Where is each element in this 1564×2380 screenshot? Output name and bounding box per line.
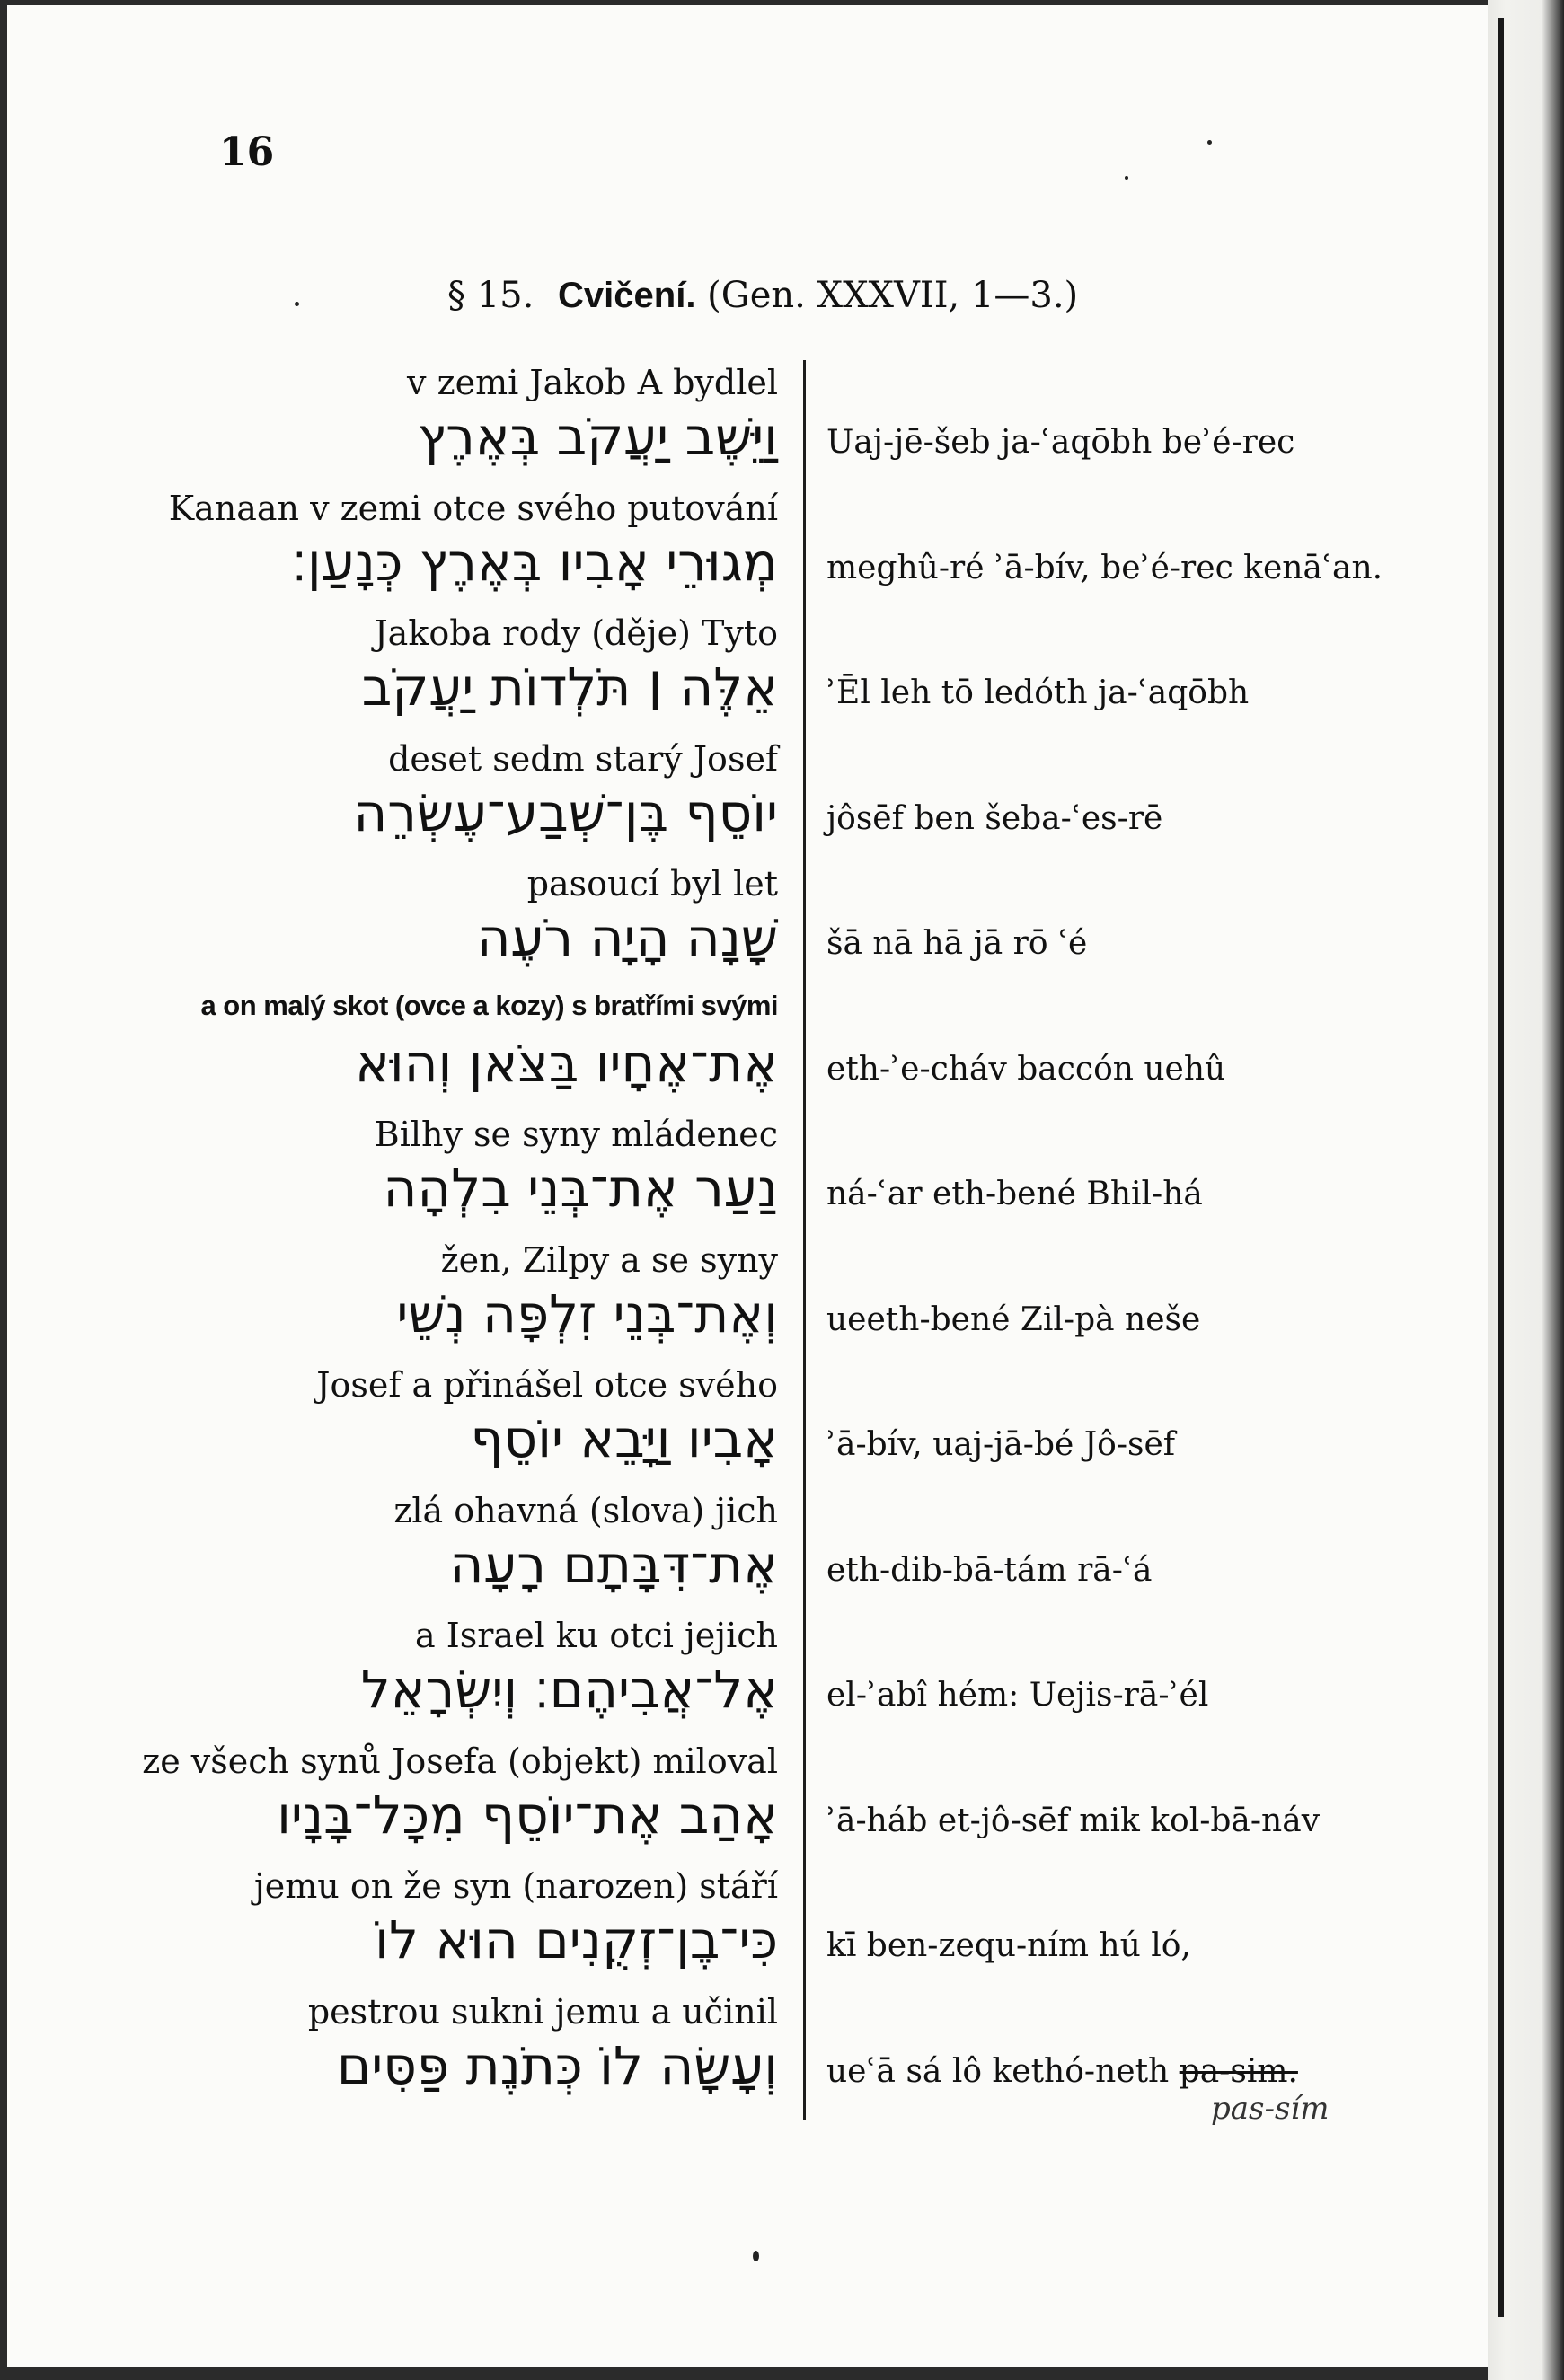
hebrew-text: שָׁנָה הָיָה רֹעֶה bbox=[476, 907, 778, 968]
text-line bbox=[7, 613, 1488, 739]
hebrew-text: וַיֵּשֶׁב יַעֲקֹב בְּאֶרֶץ bbox=[417, 406, 778, 467]
transliteration-text: ueʿā sá lô kethó-neth bbox=[826, 2052, 1170, 2090]
transliteration-text: eth-ʾe-cháv baccón uehû bbox=[826, 1050, 1226, 1088]
text-line bbox=[7, 1616, 1488, 1741]
transliteration bbox=[826, 1301, 1200, 1338]
struck-text: pa-sim. bbox=[1179, 2052, 1298, 2090]
czech-gloss: v zemi Jakob A bydlel bbox=[407, 363, 778, 402]
czech-gloss: ze všech synů Josefa (objekt) miloval bbox=[142, 1741, 778, 1781]
section-title: Cvičení. bbox=[558, 276, 696, 315]
binding-line bbox=[1498, 18, 1504, 2317]
transliteration-text: šā nā hā jā rō ʿé bbox=[826, 925, 1088, 962]
transliteration-text: ʾĒl leh tō ledóth ja-ʿaqōbh bbox=[826, 674, 1250, 711]
text-line bbox=[7, 1866, 1488, 1992]
handwritten-note: pas-sím bbox=[1211, 2091, 1330, 2127]
text-line bbox=[7, 1741, 1488, 1867]
transliteration bbox=[826, 1426, 1175, 1463]
section-number: § 15. bbox=[447, 275, 535, 316]
transliteration-text: kī ben-zequ-ním hú ló, bbox=[826, 1927, 1191, 1964]
czech-gloss: a Israel ku otci jejich bbox=[415, 1616, 778, 1655]
transliteration bbox=[826, 2053, 1298, 2090]
text-line bbox=[7, 1365, 1488, 1491]
section-heading bbox=[447, 275, 1078, 316]
transliteration bbox=[826, 1927, 1191, 1964]
czech-gloss: jemu on že syn (narozen) stáří bbox=[253, 1866, 778, 1906]
transliteration-text: eth-dib-bā-tám rā-ʿá bbox=[826, 1551, 1153, 1589]
czech-gloss: deset sedm starý Josef bbox=[388, 738, 778, 779]
text-line bbox=[7, 990, 1488, 1115]
transliteration-text: Uaj-jē-šeb ja-ʿaqōbh beʾé-rec bbox=[826, 424, 1295, 461]
text-line bbox=[7, 1240, 1488, 1366]
transliteration bbox=[826, 1176, 1203, 1212]
text-line bbox=[7, 489, 1488, 614]
speck bbox=[295, 302, 299, 306]
transliteration-text: ueeth-bené Zil-pà neše bbox=[826, 1300, 1201, 1338]
text-line bbox=[7, 363, 1488, 489]
transliteration-text: ʾā-bív, uaj-jā-bé Jô-sēf bbox=[826, 1426, 1176, 1463]
transliteration-text: ʾā-háb et-jô-sēf mik kol-bā-náv bbox=[826, 1802, 1321, 1839]
czech-gloss: Kanaan v zemi otce svého putování bbox=[168, 488, 778, 528]
hebrew-text: אֶל־אֲבִיהֶם׃ וְיִשְׂרָאֵל bbox=[360, 1659, 778, 1720]
transliteration bbox=[826, 800, 1162, 837]
czech-gloss: žen, Zilpy a se syny bbox=[440, 1239, 778, 1280]
hebrew-text: וְאֶת־בְּנֵי זִלְפָּה נְשֵׁי bbox=[396, 1283, 778, 1344]
hebrew-text: אָהַב אֶת־יוֹסֵף מִכָּל־בָּנָיו bbox=[277, 1784, 778, 1846]
transliteration bbox=[826, 925, 1087, 962]
transliteration bbox=[826, 1552, 1152, 1589]
transliteration bbox=[826, 424, 1294, 461]
czech-gloss: Josef a přinášel otce svého bbox=[316, 1365, 778, 1405]
hebrew-text: אֵלֶּה ׀ תֹּלְדוֹת יַעֲקֹב bbox=[361, 657, 778, 718]
czech-gloss: a on malý skot (ovce a kozy) s bratřími svými bbox=[200, 989, 778, 1021]
speck bbox=[753, 2251, 759, 2261]
transliteration-text: ná-ʿar eth-bené Bhil-há bbox=[826, 1176, 1203, 1212]
transliteration-text: jôsēf ben šeba-ʿes-rē bbox=[826, 799, 1163, 837]
hebrew-text: כִּי־בֶן־זְקֻנִים הוּא לוֹ bbox=[375, 1909, 778, 1970]
speck bbox=[1125, 176, 1128, 180]
book-page bbox=[7, 5, 1488, 2367]
text-line bbox=[7, 1491, 1488, 1617]
transliteration-text: el-ʾabî hém: Uejis-rā-ʾél bbox=[826, 1677, 1209, 1714]
page-number: 16 bbox=[219, 129, 275, 175]
hebrew-text: נַעַר אֶת־בְּנֵי בִלְהָה bbox=[383, 1158, 778, 1219]
text-line bbox=[7, 864, 1488, 990]
transliteration-text: meghû-ré ʾā-bív, beʾé-rec kenāʿan. bbox=[826, 549, 1383, 586]
transliteration bbox=[826, 550, 1383, 586]
transliteration bbox=[826, 1803, 1320, 1839]
hebrew-text: יוֹסֵף בֶּן־שְׁבַע־עֶשְׂרֵה bbox=[353, 781, 778, 843]
hebrew-text: מְגוּרֵי אָבִיו בְּאֶרֶץ כְּנָעַן׃ bbox=[291, 531, 778, 593]
hebrew-text: אָבִיו וַיָּבֵא יוֹסֵף bbox=[470, 1408, 778, 1469]
czech-gloss: pestrou sukni jemu a učinil bbox=[307, 1991, 778, 2032]
czech-gloss: zlá ohavná (slova) jich bbox=[393, 1490, 778, 1530]
czech-gloss: Jakoba rody (děje) Tyto bbox=[374, 613, 778, 653]
hebrew-text: אֶת־דִּבָּתָם רָעָה bbox=[449, 1533, 778, 1595]
transliteration bbox=[826, 1677, 1208, 1714]
transliteration bbox=[826, 1051, 1225, 1088]
section-reference: (Gen. XXXVII, 1—3.) bbox=[707, 275, 1079, 316]
czech-gloss: Bilhy se syny mládenec bbox=[374, 1115, 778, 1154]
hebrew-text: אֶת־אֶחָיו בַּצֹּאן וְהוּא bbox=[355, 1032, 778, 1094]
transliteration bbox=[826, 674, 1249, 711]
text-line bbox=[7, 739, 1488, 865]
text-line bbox=[7, 1115, 1488, 1240]
hebrew-text: וְעָשָׂה לוֹ כְּתֹנֶת פַּסִּים bbox=[336, 2034, 778, 2096]
czech-gloss: pasoucí byl let bbox=[526, 864, 778, 904]
speck bbox=[1207, 140, 1212, 145]
